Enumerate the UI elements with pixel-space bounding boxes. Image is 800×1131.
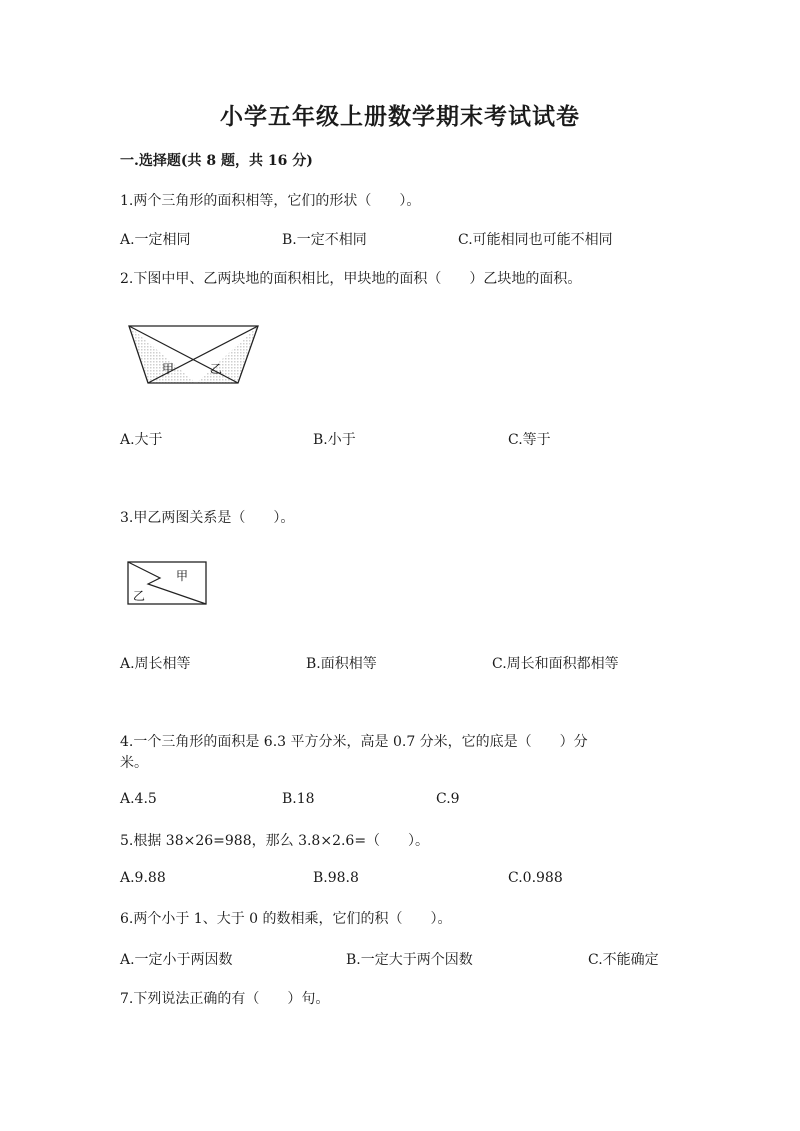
question-3: 3.甲乙两图关系是（ ）。 (120, 510, 295, 526)
q6-option-a: A.一定小于两因数 (120, 952, 233, 968)
q4-option-a: A.4.5 (120, 791, 157, 807)
q4-option-c: C.9 (436, 791, 460, 807)
question-4-line-1: 4.一个三角形的面积是 6.3 平方分米，高是 0.7 分米，它的底是（ ）分 (120, 734, 588, 750)
question-1: 1.两个三角形的面积相等，它们的形状（ ）。 (120, 193, 421, 209)
q2-trapezoid-figure (126, 322, 262, 388)
q3-option-b: B.面积相等 (306, 656, 377, 672)
q3-rectangle-figure (126, 560, 210, 608)
q2-label-yi: 乙 (210, 362, 223, 376)
q2-option-c: C.等于 (508, 432, 551, 448)
q6-option-b: B.一定大于两个因数 (346, 952, 473, 968)
q6-option-c: C.不能确定 (588, 952, 659, 968)
q2-region-yi (196, 326, 258, 383)
question-7: 7.下列说法正确的有（ ）句。 (120, 991, 330, 1007)
q2-option-b: B.小于 (313, 432, 356, 448)
q3-label-yi: 乙 (133, 589, 146, 603)
q1-option-a: A.一定相同 (120, 232, 191, 248)
q3-option-a: A.周长相等 (120, 656, 191, 672)
question-4-line-2: 米。 (120, 755, 148, 771)
q2-option-a: A.大于 (120, 432, 163, 448)
q5-option-a: A.9.88 (120, 870, 166, 886)
section-heading: 一.选择题(共 8 题，共 16 分) (120, 153, 313, 169)
q1-option-c: C.可能相同也可能不相同 (458, 232, 613, 248)
q4-option-b: B.18 (282, 791, 315, 807)
question-5: 5.根据 38×26=988，那么 3.8×2.6=（ ）。 (120, 833, 430, 849)
q2-label-jia: 甲 (162, 362, 175, 376)
page-title: 小学五年级上册数学期末考试试卷 (220, 103, 580, 130)
q5-option-b: B.98.8 (313, 870, 359, 886)
question-6: 6.两个小于 1、大于 0 的数相乘，它们的积（ ）。 (120, 911, 452, 927)
q3-label-jia: 甲 (176, 569, 189, 583)
q3-option-c: C.周长和面积都相等 (492, 656, 619, 672)
question-2: 2.下图中甲、乙两块地的面积相比，甲块地的面积（ ）乙块地的面积。 (120, 271, 582, 287)
q1-option-b: B.一定不相同 (282, 232, 367, 248)
q5-option-c: C.0.988 (508, 870, 563, 886)
